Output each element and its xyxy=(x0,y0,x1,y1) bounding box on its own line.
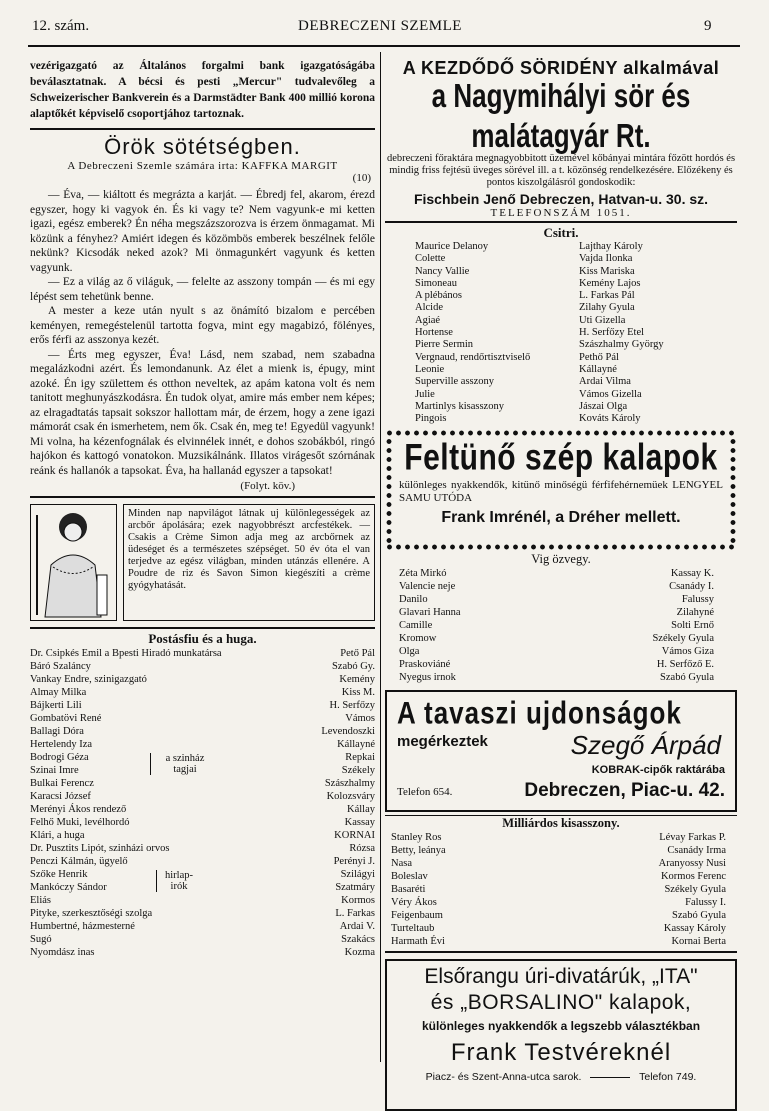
actor-name: Kormos xyxy=(341,895,375,906)
role-name: Eliás xyxy=(30,895,51,906)
page-number: 9 xyxy=(704,18,712,34)
role-name: Martinlys kisasszony xyxy=(415,400,504,412)
role-name: Sugó xyxy=(30,934,52,945)
cast-row xyxy=(399,619,714,632)
szego-arpad: Szegő Árpád xyxy=(570,730,721,761)
actor-name: Székely Gyula xyxy=(652,633,714,645)
ita-address-line xyxy=(393,1071,729,1083)
cast-row xyxy=(30,673,375,686)
role-name: Nyegus irnok xyxy=(399,672,456,684)
story-continued: (Folyt. köv.) xyxy=(240,480,295,492)
role-name: Harmath Évi xyxy=(391,936,445,948)
actor-name: Szilágyi xyxy=(340,869,375,880)
ita-dash xyxy=(590,1077,630,1078)
actor-name: Levendoszki xyxy=(321,726,375,737)
actor-name: Kassay Károly xyxy=(663,923,726,935)
section-rule xyxy=(30,128,375,130)
issue-number: 12. szám. xyxy=(32,18,90,34)
tavasz-address: Debreczen, Piac-u. 42. xyxy=(524,780,725,802)
role-name: Agiaé xyxy=(415,314,441,326)
cast-row xyxy=(30,855,375,868)
role-name: Humbertné, házmesterné xyxy=(30,921,135,932)
role-name: Ballagi Dóra xyxy=(30,726,84,737)
section-rule xyxy=(385,951,737,953)
role-name: Feigenbaum xyxy=(391,910,443,922)
actor-name: Repkai xyxy=(345,752,375,763)
cast-row xyxy=(30,894,375,907)
cast-row xyxy=(399,645,714,658)
ita-line2: és „BORSALINO" kalapok, xyxy=(430,991,692,1015)
left-column xyxy=(30,58,375,959)
role-name: Vankay Endre, szinigazgató xyxy=(30,674,147,685)
role-name: Danilo xyxy=(399,594,428,606)
role-name: Glavari Hanna xyxy=(399,607,461,619)
cast-row xyxy=(30,907,375,920)
section-rule xyxy=(385,221,737,223)
actor-name: Vámos Gizella xyxy=(579,388,642,400)
actor-name: Vámos xyxy=(345,713,375,724)
cast-row xyxy=(30,829,375,842)
cast-row xyxy=(30,790,375,803)
role-name: Karacsi József xyxy=(30,791,91,802)
actor-name: Kassay K. xyxy=(670,568,714,580)
role-name: Merényi Ákos rendező xyxy=(30,804,127,815)
role-name: Valencie neje xyxy=(399,581,456,593)
cast-row xyxy=(399,606,714,619)
right-column xyxy=(385,58,737,1111)
actor-name: H. Serfőzy xyxy=(329,700,375,711)
actor-name: Rózsa xyxy=(349,843,375,854)
role-name: Leonie xyxy=(415,363,445,375)
intro-paragraph: vezérigazgató az Általános forgalmi bank igazgatóságába beválasztatnak. A bécsi és pesti „Mercur" tudvalevőleg a Schweizerischer Bankverein és a Darmstädter Bank 400 millió korona alaptőkét képviselő csoportjához tartoznak. xyxy=(30,60,375,120)
kalap-ad xyxy=(385,429,737,551)
role-name: Boleslav xyxy=(391,871,428,883)
role-name: Nancy Vallie xyxy=(415,265,470,277)
milliardos-title: Milliárdos kisasszony. xyxy=(502,816,620,831)
story-title: Örök sötétségben. xyxy=(104,134,301,159)
ita-address: Piacz- és Szent-Anna-utca sarok. xyxy=(425,1071,582,1084)
actor-name: Szászhalmy xyxy=(324,778,375,789)
actor-name: Kornai Berta xyxy=(671,936,726,948)
actor-name: Vajda Ilonka xyxy=(579,253,633,265)
section-rule xyxy=(30,627,375,629)
role-name: Kromow xyxy=(399,633,437,645)
cast-row xyxy=(30,881,375,894)
story-paragraph: A mester a keze után nyult s az önámító bizalom e percében keményen, remegéstelenül tartotta fogva, mint egy magabizó, fölényes, erős férfi az asszonya kezét. xyxy=(30,305,375,346)
role-name: Praskoviáné xyxy=(399,659,451,671)
cast-row xyxy=(30,803,375,816)
role-name: Turteltaub xyxy=(391,923,435,935)
story-paragraph: — Érts meg egyszer, Éva! Lásd, nem szabad, nem szabadna megalázkodni azért. És lemondanunk. Az élet a mienk is, épugy, mint azoké. Én igy születtem és otthon neveltek, az apám katona volt és nem tanitott meghunyászkodásra. Én tudok olyat, amire más ember nem képes; az elragadtatás tapsait sokszor hallottam már, de érzem, hogy a zene igazi mámorát csak én ismerhetem, nem ők. Csak én, meg te! Egyedül vagyunk! Mi volna, ha kézenfognálak és elvinnélek innét, e dohos szobákból, ringó hajókon és kattogó vonatokon. Muzsikálnánk. Illatos virágesőt szórnának reánk és hallanók a tapsokat. Éva, ha hallanád egyszer a tapsokat! xyxy=(30,348,375,477)
actor-name: KORNAI xyxy=(334,830,375,841)
role-name: Colette xyxy=(415,253,446,265)
cast-row xyxy=(30,946,375,959)
actor-name: Zilahyné xyxy=(676,607,714,619)
role-name: Felhő Muki, levélhordó xyxy=(30,817,130,828)
actor-name: Zilahy Gyula xyxy=(579,302,635,314)
cast-row xyxy=(30,777,375,790)
dot-border-bottom xyxy=(385,543,737,551)
kalap-shop: Frank Imrénél, a Dréher mellett. xyxy=(441,509,681,527)
cast-row xyxy=(399,580,714,593)
cast-row xyxy=(30,842,375,855)
journalists-brace: hirlap- irók xyxy=(156,870,201,892)
role-name: Julie xyxy=(415,388,435,400)
cast-row xyxy=(30,868,375,881)
creme-simon-ad xyxy=(30,504,375,621)
actor-name: Szászhalmy György xyxy=(579,339,664,351)
cast-row xyxy=(391,896,726,909)
actor-name: Kormos Ferenc xyxy=(660,871,726,883)
tavasz-headline: A tavaszi ujdonságok xyxy=(397,695,682,732)
actor-name: Szabó Gyula xyxy=(672,910,726,922)
actor-name: Jászai Olga xyxy=(579,400,628,412)
role-name: Camille xyxy=(399,620,433,632)
cast-row xyxy=(30,920,375,933)
sorideny-phone: TELEFONSZÁM 1051. xyxy=(490,207,632,219)
actor-name: Ardai V. xyxy=(339,921,375,932)
actor-name: Csanády Irma xyxy=(667,845,726,857)
actor-name: Szabó Gyula xyxy=(660,672,714,684)
cast-row xyxy=(30,816,375,829)
creme-text-box xyxy=(123,504,375,621)
role-name: A plébános xyxy=(415,290,462,302)
tavasz-sub: megérkeztek xyxy=(397,733,488,751)
actor-name: Lajthay Károly xyxy=(579,241,643,252)
story-byline: A Debreczeni Szemle számára irta: KAFFKA MARGIT xyxy=(67,160,338,172)
tavasz-phone: Telefon 654. xyxy=(397,786,453,799)
ita-ad xyxy=(385,959,737,1111)
cast-row xyxy=(391,922,726,935)
ita-line3: különleges nyakkendők a legszebb választékban xyxy=(421,1019,701,1034)
actor-name: L. Farkas xyxy=(335,908,375,919)
section-rule xyxy=(30,496,375,498)
cast-row xyxy=(399,658,714,671)
cast-row xyxy=(30,738,375,751)
lady-illustration xyxy=(30,504,117,621)
role-name: Maurice Delanoy xyxy=(415,241,489,252)
column-divider xyxy=(380,52,381,1062)
actor-name: Székely xyxy=(341,765,375,776)
role-name: Pingois xyxy=(415,413,447,425)
role-name: Superville asszony xyxy=(415,376,495,388)
role-name: Dr. Pusztits Lipót, szinházi orvos xyxy=(30,843,170,854)
sorideny-body: debreczeni főraktára megnagyobbitott üzemével kőbányai mintára főzött hordós és mindig friss fejtésü üveges sörével ill. a t. közönség rendelkezésére. Előzékeny és pontos kiszolgálásról gondoskodik: xyxy=(386,153,736,188)
role-name: Olga xyxy=(399,646,420,658)
cast-row xyxy=(399,632,714,645)
cast-row xyxy=(391,935,726,948)
cast-row xyxy=(30,712,375,725)
role-name: Penczi Kálmán, ügyelő xyxy=(30,856,128,867)
actor-name: Kállay xyxy=(347,804,375,815)
actor-name: Kassay xyxy=(344,817,375,828)
cast-row xyxy=(30,725,375,738)
role-name: Vergnaud, rendőrtisztviselő xyxy=(415,351,531,363)
actor-name: Perényi J. xyxy=(333,856,375,867)
brewery-name: a Nagymihályi sör és malátagyár Rt. xyxy=(431,75,691,155)
actor-name: Székely Gyula xyxy=(664,884,726,896)
role-name: Dr. Csipkés Emil a Bpesti Hiradó munkatársa xyxy=(30,648,222,659)
cast-row xyxy=(391,883,726,896)
dot-border-left xyxy=(385,437,393,543)
cast-row xyxy=(399,671,714,684)
role-name: Mankóczy Sándor xyxy=(30,882,107,893)
story-paragraph: — Ez a világ az ő világuk, — felelte az asszony tompán — és mi egy lépést sem tehetünk benne. xyxy=(30,276,375,303)
kobrak-line: KOBRAK-cipők raktárába xyxy=(591,764,725,777)
role-name: Szőke Henrik xyxy=(30,869,88,880)
actor-name: Kállayné xyxy=(337,739,375,750)
actor-name: Falussy xyxy=(681,594,714,606)
dot-border-right xyxy=(729,437,737,543)
cast-row xyxy=(391,831,726,844)
actor-name: Kemény xyxy=(339,674,375,685)
actor-name: Szabó Gy. xyxy=(331,661,375,672)
actor-name: Pető Pál xyxy=(340,648,375,659)
cast-row xyxy=(30,647,375,660)
role-name: Bulkai Ferencz xyxy=(30,778,94,789)
role-name: Hertelendy Iza xyxy=(30,739,93,750)
actor-name: L. Farkas Pál xyxy=(579,290,635,302)
actor-name: Kállayné xyxy=(579,363,617,375)
cast-row xyxy=(399,567,714,580)
role-name: Bájkerti Lili xyxy=(30,700,82,711)
role-name: Almay Milka xyxy=(30,687,87,698)
journal-title: DEBRECZENI SZEMLE xyxy=(298,18,462,34)
sorideny-ad xyxy=(385,58,737,219)
csitri-cast xyxy=(415,241,737,425)
csitri-title: Csitri. xyxy=(543,225,579,240)
cast-row xyxy=(30,699,375,712)
actor-name: H. Serfőző E. xyxy=(656,659,714,671)
actor-name: H. Serfőzy Etel xyxy=(579,327,645,339)
actor-name: Kozma xyxy=(344,947,375,958)
actor-name: Szatmáry xyxy=(335,882,375,893)
cast-row xyxy=(30,660,375,673)
milliardos-cast xyxy=(391,831,726,948)
story-part-number: (10) xyxy=(352,172,371,184)
cast-row xyxy=(391,844,726,857)
actor-name: Kolozsváry xyxy=(326,791,375,802)
role-name: Hortense xyxy=(415,327,453,339)
actor-name: Kemény Lajos xyxy=(579,277,641,289)
actor-name: Kiss M. xyxy=(341,687,375,698)
ita-line1: Elsőrangu úri-divatárúk, „ITA" xyxy=(424,965,698,989)
role-name: Véry Ákos xyxy=(391,897,437,909)
role-name: Báró Szaláncy xyxy=(30,661,91,672)
cast-row xyxy=(391,870,726,883)
actor-name: Uti Gizella xyxy=(579,314,626,326)
actor-name: Szakács xyxy=(341,934,375,945)
actor-name: Lévay Farkas P. xyxy=(659,832,726,844)
role-name: Gombatövi René xyxy=(30,713,102,724)
role-name: Szinai Imre xyxy=(30,765,79,776)
actor-name: Solti Ernő xyxy=(671,620,714,632)
role-name: Nyomdász inas xyxy=(30,947,95,958)
role-name: Nasa xyxy=(391,858,412,870)
role-name: Pierre Sermin xyxy=(415,339,474,351)
tavasz-ad xyxy=(385,690,737,812)
role-name: Pityke, szerkesztőségi szolga xyxy=(30,908,153,919)
story-paragraph: — Éva, — kiáltott és megrázta a karját. — Ébredj fel, akarom, érezd egyszer, hogy ki vagyok én. És ki vagy te? Nem vagyunk-e mi ketten igazi, egész emberek? Én néha megszázszorozva is érzem önmagamat. Mi közünk a fényhez? Amiért idegen és közömbös emberek beszélnek felőle nekünk? Kicsodák neked azok? Mi önmagunkért vagyunk és ketten vagyunk. xyxy=(30,189,375,274)
actor-name: Vámos Giza xyxy=(661,646,714,658)
cast-row xyxy=(30,686,375,699)
cast-row xyxy=(399,593,714,606)
role-name: Bodrogi Géza xyxy=(30,752,89,763)
actor-name: Ardai Vilma xyxy=(579,376,631,388)
cast-row xyxy=(391,909,726,922)
role-name: Betty, leánya xyxy=(391,845,446,857)
vig-cast xyxy=(399,567,714,684)
actor-name: Pethő Pál xyxy=(579,351,619,363)
ita-phone: Telefon 749. xyxy=(639,1071,697,1084)
actor-name: Kiss Mariska xyxy=(579,265,635,277)
theatre-members-brace: a szinház tagjai xyxy=(150,753,217,775)
frank-testverek: Frank Testvéreknél xyxy=(450,1039,672,1067)
postas-title: Postásfiu és a huga. xyxy=(148,631,257,646)
role-name: Stanley Ros xyxy=(391,832,442,844)
actor-name: Csanády I. xyxy=(669,581,714,593)
role-name: Zéta Mirkó xyxy=(399,568,447,580)
role-name: Simoneau xyxy=(415,277,457,289)
postas-cast xyxy=(30,647,375,959)
header-rule xyxy=(28,45,740,47)
creme-ad-text: Minden nap napvilágot látnak uj különlegességek az arcbőr ápolására; ezek nagyobbrészt arcfestékek. — Csakis a Crème Simon adja meg az arcbőrnek az üdeséget és a természetes szépséget. 50 év óta el van terjedve az egész világban, minden utánzás ellenére. A Poudre de riz és Savon Simon kiegészíti a crème gyógyhatását. xyxy=(128,508,370,591)
actor-name: Kováts Károly xyxy=(579,413,641,425)
actor-name: Aranyossy Nusi xyxy=(658,858,726,870)
kalap-text: különleges nyakkendők, kitünő minőségü férfifehérnemüek LENGYEL SAMU UTÓDA xyxy=(399,479,723,505)
role-name: Basaréti xyxy=(391,884,426,896)
vig-title: Vig özvegy. xyxy=(531,552,591,567)
actor-name: Falussy I. xyxy=(685,897,726,909)
role-name: Klári, a huga xyxy=(30,830,85,841)
cast-row xyxy=(391,857,726,870)
page-header xyxy=(28,18,728,40)
kalap-headline: Feltünő szép kalapok xyxy=(404,437,718,479)
sorideny-address: Fischbein Jenő Debreczen, Hatvan-u. 30. sz. xyxy=(413,191,709,207)
sorideny-headline: A KEZDŐDŐ SÖRIDÉNY alkalmával xyxy=(402,58,720,78)
role-name: Alcide xyxy=(415,302,443,314)
cast-row xyxy=(30,933,375,946)
postas-list xyxy=(30,647,375,959)
